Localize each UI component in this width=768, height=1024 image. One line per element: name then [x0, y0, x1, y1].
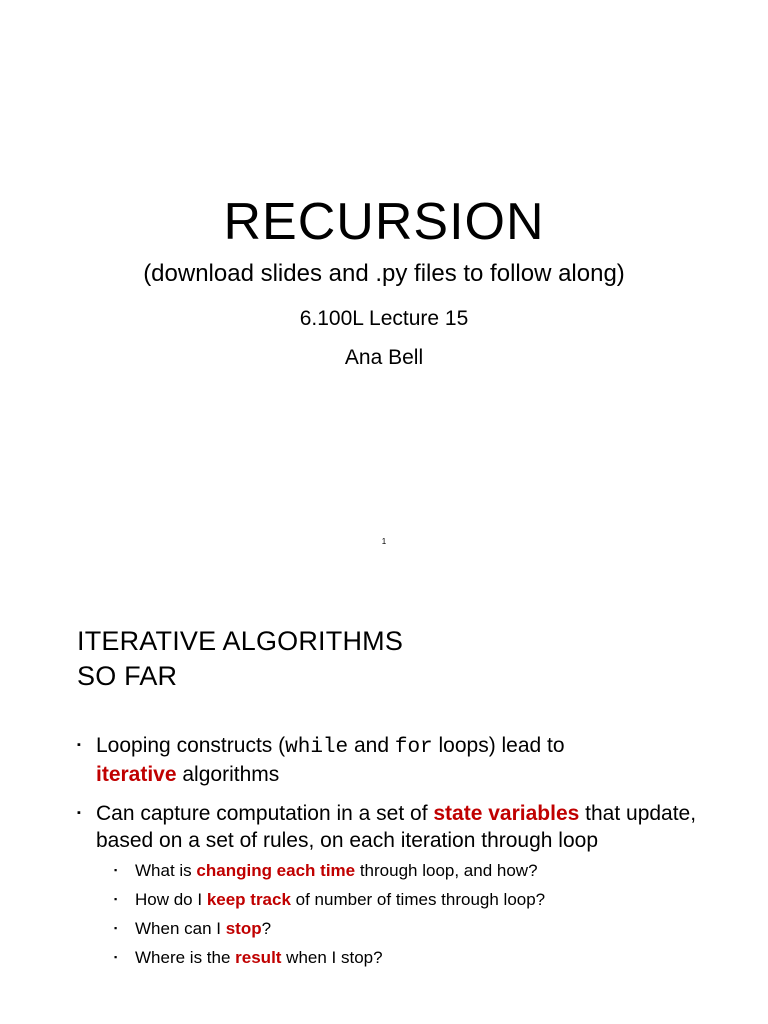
- sub-bullet-item: [114, 885, 717, 914]
- square-bullet-icon: ▪: [114, 894, 118, 904]
- bullet-text: loops) lead to: [432, 734, 565, 757]
- sub-bullet-text: When can I: [135, 919, 226, 938]
- bullet-list: [77, 732, 717, 984]
- square-bullet-icon: ▪: [114, 865, 118, 875]
- sub-bullet-text: Where is the: [135, 948, 236, 967]
- bullet-text: Can capture computation in a set of: [96, 802, 434, 825]
- code-keyword: while: [285, 736, 349, 759]
- square-bullet-icon: ▪: [114, 952, 118, 962]
- sub-bullet-item: [114, 943, 717, 972]
- page-number: 1: [381, 537, 387, 546]
- highlighted-term: result: [235, 948, 282, 967]
- slide-subtitle: (download slides and .py files to follow along): [143, 260, 625, 287]
- sub-bullet-item: [114, 856, 717, 885]
- highlighted-term: iterative: [96, 763, 177, 786]
- slide-heading: [77, 624, 403, 694]
- bullet-text: Looping constructs (: [96, 734, 286, 757]
- square-bullet-icon: ▪: [77, 739, 81, 751]
- slide-heading-line-2: SO FAR: [77, 661, 178, 691]
- highlighted-term: stop: [225, 919, 262, 938]
- sub-bullet-text: when I stop?: [281, 948, 383, 967]
- author-name: Ana Bell: [344, 346, 424, 369]
- sub-bullet-text: of number of times through loop?: [290, 890, 546, 909]
- bullet-text: algorithms: [176, 763, 280, 786]
- highlighted-term: changing each time: [196, 861, 356, 880]
- sub-bullet-list: [114, 856, 717, 972]
- slide-heading-line-1: ITERATIVE ALGORITHMS: [77, 626, 404, 656]
- sub-bullet-item: [114, 914, 717, 943]
- highlighted-term: keep track: [206, 890, 291, 909]
- sub-bullet-text: How do I: [135, 890, 207, 909]
- bullet-text: and: [348, 734, 395, 757]
- bullet-item: [77, 732, 717, 788]
- code-keyword: for: [394, 736, 433, 759]
- slide-title: RECURSION: [223, 193, 545, 251]
- square-bullet-icon: ▪: [114, 923, 118, 933]
- sub-bullet-text: What is: [135, 861, 197, 880]
- square-bullet-icon: ▪: [77, 807, 81, 819]
- highlighted-term: state variables: [433, 802, 580, 825]
- bullet-item: [77, 800, 717, 972]
- bullet-text: that update, based on a set of rules, on each iteration through loop: [96, 802, 697, 852]
- content-slide: [0, 578, 768, 1024]
- sub-bullet-text: ?: [261, 919, 272, 938]
- lecture-label: 6.100L Lecture 15: [299, 307, 469, 330]
- sub-bullet-text: through loop, and how?: [355, 861, 538, 880]
